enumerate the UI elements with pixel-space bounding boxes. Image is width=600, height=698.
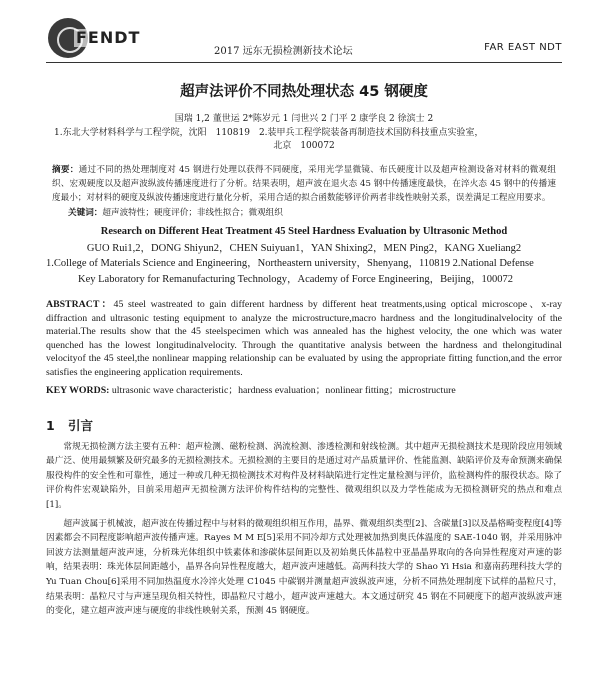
keywords-cn-label: 关键词： xyxy=(68,208,103,218)
logo-text: FENDT xyxy=(76,28,141,47)
authors-cn: 国瑞 1,2 董世运 2*陈岁元 1 闫世兴 2 门平 2 康学良 2 徐滨士 2 xyxy=(174,114,434,124)
affiliation-cn-line2: 北京 100072 xyxy=(273,141,335,151)
section-title: 引言 xyxy=(68,417,94,433)
paper-title-en: Research on Different Heat Treatment 45 Steel Hardness Evaluation by Ultrasonic Method xyxy=(100,226,508,237)
abstract-cn-label: 摘要： xyxy=(52,165,79,175)
header-conference-english: FAR EAST NDT xyxy=(484,42,562,53)
affiliation-cn xyxy=(46,127,562,153)
conference-logo xyxy=(48,18,141,58)
affiliation-cn-line1: 1.东北大学材料科学与工程学院，沈阳 110819 2.装甲兵工程学院装备再制造技术国防科技重点实验室， xyxy=(54,128,484,138)
keywords-cn xyxy=(46,206,562,218)
authors-en: GUO Rui1,2，DONG Shiyun2，CHEN Suiyuan1，YAN Shixing2，MEN Ping2，KANG Xueliang2 xyxy=(86,243,522,254)
section-heading xyxy=(46,416,562,434)
section-number: 1 xyxy=(46,417,55,433)
body-paragraph-1: 常规无损检测方法主要有五种：超声检测、磁粉检测、涡流检测、渗透检测和射线检测。其中超声无损检测技术是现阶段应用领域最广泛、使用最频繁及研究最多的无损检测技术。无损检测的主要目的是通过对产品质量评价、性能监测、缺陷评价及寿命预测来确保服役构件的安全性和可靠性，通过一种或几种无损检测技术对构件及材料缺陷进行定性定量检测与评价，监检测构件的服役状态。除了评价构件宏观缺陷外，目前采用超声无损检测方法评价构件结构的完整性、微观组织以及力学性能成为无损检测研究的热点和难点[1]。 xyxy=(46,441,562,510)
header-conference-name: 2017 远东无损检测新技术论坛 xyxy=(214,46,353,57)
affiliation-en-line1: 1.College of Materials Science and Engineering，Northeastern university，Shenyang，110819 2.National Defense xyxy=(46,258,534,269)
keywords-cn-text: 超声波特性；硬度评价；非线性拟合；微观组织 xyxy=(102,208,283,218)
abstract-en-text: 45 steel wastreated to gain different hardness by different heat treatments,using optical microscope、x-ray diffraction and ultrasonic testing equipment to analyze the microstructure,macro hardness and the longitudinalvelocity of the material.The results show that the 45 steelspecimen which was annealed has the highest velocity, the one which was water quenched has the lowest longitudinalvelocity. Through the quantitative analysis between the hardness and thelongitudinal velocityof the 45 steel,the nonlinear mapping relationship can be evaluated by using the appropriate fitting function,and the error satisfies the engineering application requirements. xyxy=(46,299,562,378)
keywords-en xyxy=(46,382,562,396)
keywords-en-label: KEY WORDS: xyxy=(46,384,110,396)
page-header xyxy=(46,0,562,63)
body-paragraph-2: 超声波属于机械波，超声波在传播过程中与材料的微观组织相互作用，晶界、微观组织类型[2]、含碳量[3]以及晶格畸变程度[4]等因素都会不同程度影响超声波传播声速。Rayes M M E[5]采用不同冷却方式处理被加热到奥氏体温度的 SAE-1040 钢，并采用脉冲回波方法测量超声波声速，分析珠光体组织中铁素体和渗碳体层间距以及初始奥氏体晶粒中亚晶晶界取向的各向异性程度对声速的影响，结果表明：珠光体层间距越小，晶界各向异性程度越大，超声波声速越低。高两科技大学的 Shao Yi Hsia 和嘉南药理科技大学的 Yu Tuan Chou[6]采用不同加热温度水冷淬火处理 C1045 中碳钢并测量超声波纵波声速，分析不同热处理制度下试样的晶粒尺寸，结果表明：晶粒尺寸与声速呈现负相关特性，即晶粒尺寸越小，超声波声速越大。本文通过研究 45 钢在不同硬度下的超声波纵波声速的变化，建立超声波声速与硬度的非线性映射关系，预测 45 钢硬度。 xyxy=(46,518,562,617)
affiliation-en-line2: Key Laboratory for Remanufacturing Technology，Academy of Force Engineering，Beijing，100072 xyxy=(78,274,513,285)
abstract-cn xyxy=(46,163,562,205)
affiliation-en xyxy=(46,256,562,288)
keywords-en-text: ultrasonic wave characteristic；hardness evaluation；nonlinear fitting；microstructure xyxy=(111,384,456,396)
abstract-en-label: ABSTRACT： xyxy=(46,299,114,310)
abstract-cn-text: 通过不同的热处理制度对 45 钢进行处理以获得不同硬度，采用光学显微镜、布氏硬度计以及超声检测设备对材料的微观组织、宏观硬度以及超声波纵波传播速度进行了分析。结果表明，超声波在退火态 45 钢中传播速度最快，在淬火态 45 钢中的传播速度最小；对材料的硬度及纵波传播速度进行量化分析，采用合适的拟合函数能够评价两者非线性映射关系，误差满足工程应用要求。 xyxy=(52,165,556,203)
paper-title-cn: 超声法评价不同热处理状态 45 钢硬度 xyxy=(180,84,428,100)
abstract-en xyxy=(46,298,562,380)
